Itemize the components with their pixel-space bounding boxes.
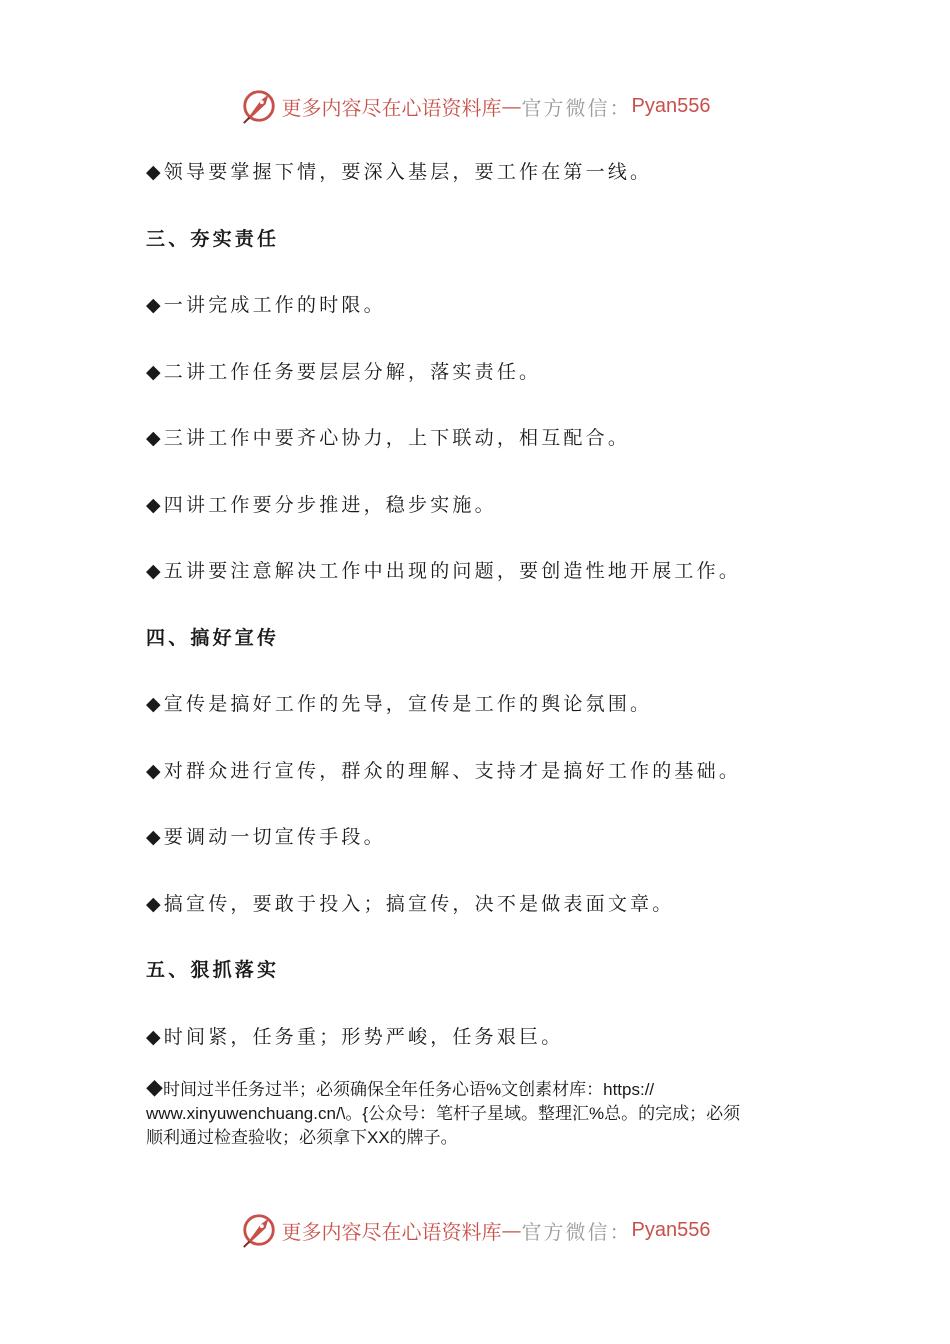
final-paragraph: ◆时间过半任务过半；必须确保全年任务心语%文创素材库：https:// www.xinyuwenchuang.cn/\。{公众号：笔杆子星域。整理汇%总。的完成；必须 顺利通过检查验收；必须拿下XX的牌子。 [146, 1080, 741, 1147]
brand-separator: — [501, 94, 522, 118]
brand-separator: — [501, 1218, 522, 1242]
bullet-line: ◆三讲工作中要齐心协力，上下联动，相互配合。 [146, 427, 631, 449]
section-heading: 四、搞好宣传 [146, 627, 280, 649]
header-banner [0, 84, 950, 128]
wechat-label: 官方微信： [521, 95, 632, 120]
wechat-label: 官方微信： [521, 1219, 632, 1244]
bullet-line: ◆五讲要注意解决工作中出现的问题，要创造性地开展工作。 [146, 560, 742, 582]
pen-nib-logo-icon [240, 87, 278, 125]
bullet-line: ◆宣传是搞好工作的先导，宣传是工作的舆论氛围。 [146, 693, 653, 715]
bullet-line: ◆四讲工作要分步推进，稳步实施。 [146, 494, 497, 516]
wechat-id: Pyan556 [631, 1218, 711, 1241]
bullet-line: ◆领导要掌握下情，要深入基层，要工作在第一线。 [146, 161, 653, 183]
bullet-line: ◆一讲完成工作的时限。 [146, 294, 386, 316]
brand-text: 更多内容尽在心语资料库 [281, 1219, 502, 1244]
bullet-line: ◆要调动一切宣传手段。 [146, 826, 386, 848]
pen-nib-logo-icon [240, 1211, 278, 1249]
bullet-line: ◆时间紧，任务重；形势严峻，任务艰巨。 [146, 1026, 564, 1048]
brand-text: 更多内容尽在心语资料库 [281, 95, 502, 120]
wechat-id: Pyan556 [631, 94, 711, 117]
section-heading: 三、夯实责任 [146, 228, 280, 250]
bullet-line: ◆二讲工作任务要层层分解，落实责任。 [146, 361, 542, 383]
footer-banner [0, 1208, 950, 1252]
bullet-line: ◆对群众进行宣传，群众的理解、支持才是搞好工作的基础。 [146, 760, 742, 782]
section-heading: 五、狠抓落实 [146, 959, 280, 981]
bullet-line: ◆搞宣传，要敢于投入；搞宣传，决不是做表面文章。 [146, 893, 675, 915]
